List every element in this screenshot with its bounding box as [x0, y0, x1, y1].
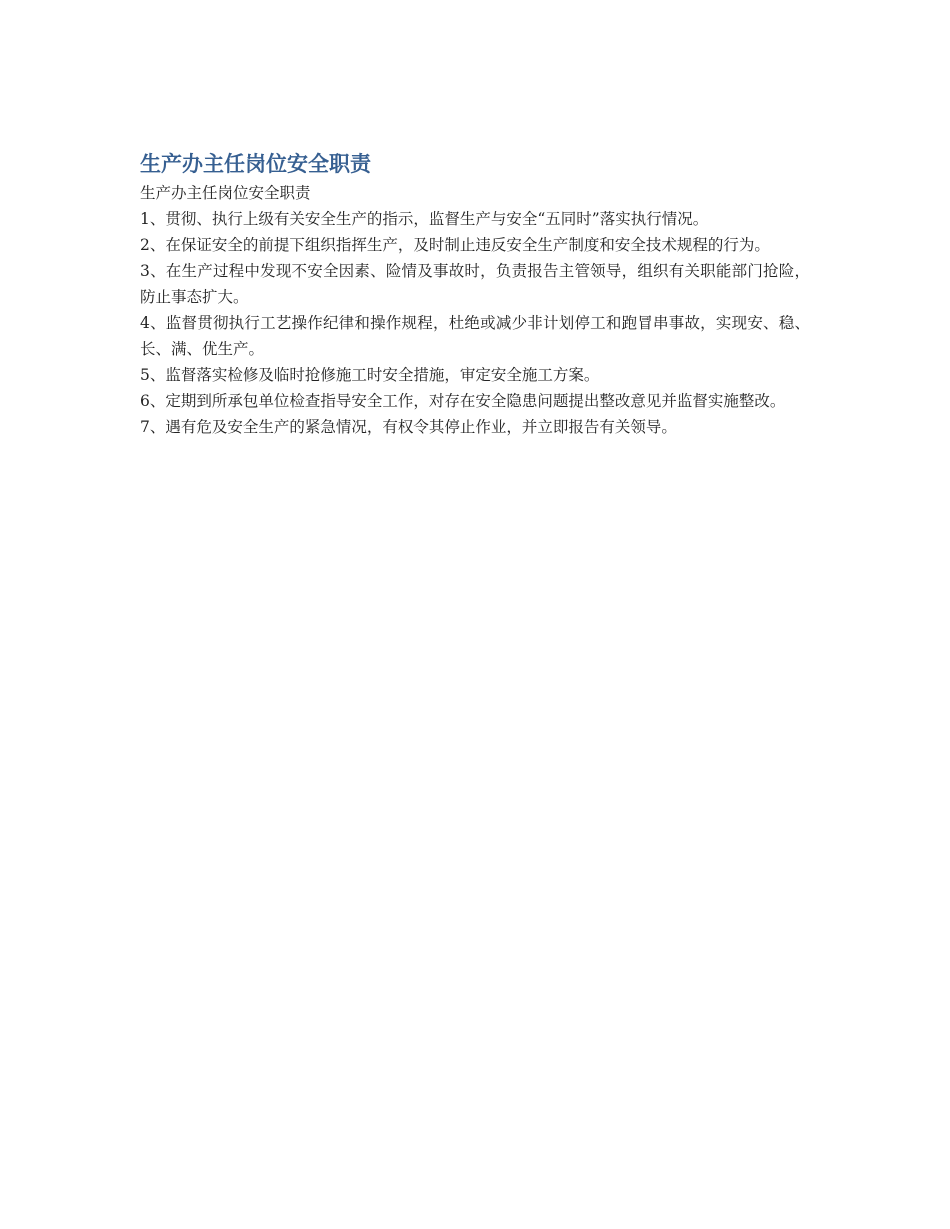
- duty-item-4: 4、监督贯彻执行工艺操作纪律和操作规程，杜绝或减少非计划停工和跑冒串事故，实现安、稳、长、满、优生产。: [140, 314, 810, 358]
- document-content: [140, 148, 810, 440]
- duty-item-6: 6、定期到所承包单位检查指导安全工作，对存在安全隐患问题提出整改意见并监督实施整改。: [140, 392, 786, 410]
- duty-item-1: 1、贯彻、执行上级有关安全生产的指示，监督生产与安全“五同时”落实执行情况。: [140, 210, 709, 228]
- duty-item-3: 3、在生产过程中发现不安全因素、险情及事故时，负责报告主管领导，组织有关职能部门抢险，防止事态扩大。: [140, 262, 810, 306]
- duty-item-7: 7、遇有危及安全生产的紧急情况，有权令其停止作业，并立即报告有关领导。: [140, 418, 677, 436]
- document-title: 生产办主任岗位安全职责: [140, 152, 371, 176]
- document-subtitle: 生产办主任岗位安全职责: [140, 184, 311, 202]
- duty-list: [140, 206, 810, 440]
- duty-item-5: 5、监督落实检修及临时抢修施工时安全措施，审定安全施工方案。: [140, 366, 600, 384]
- duty-item-2: 2、在保证安全的前提下组织指挥生产，及时制止违反安全生产制度和安全技术规程的行为。: [140, 236, 770, 254]
